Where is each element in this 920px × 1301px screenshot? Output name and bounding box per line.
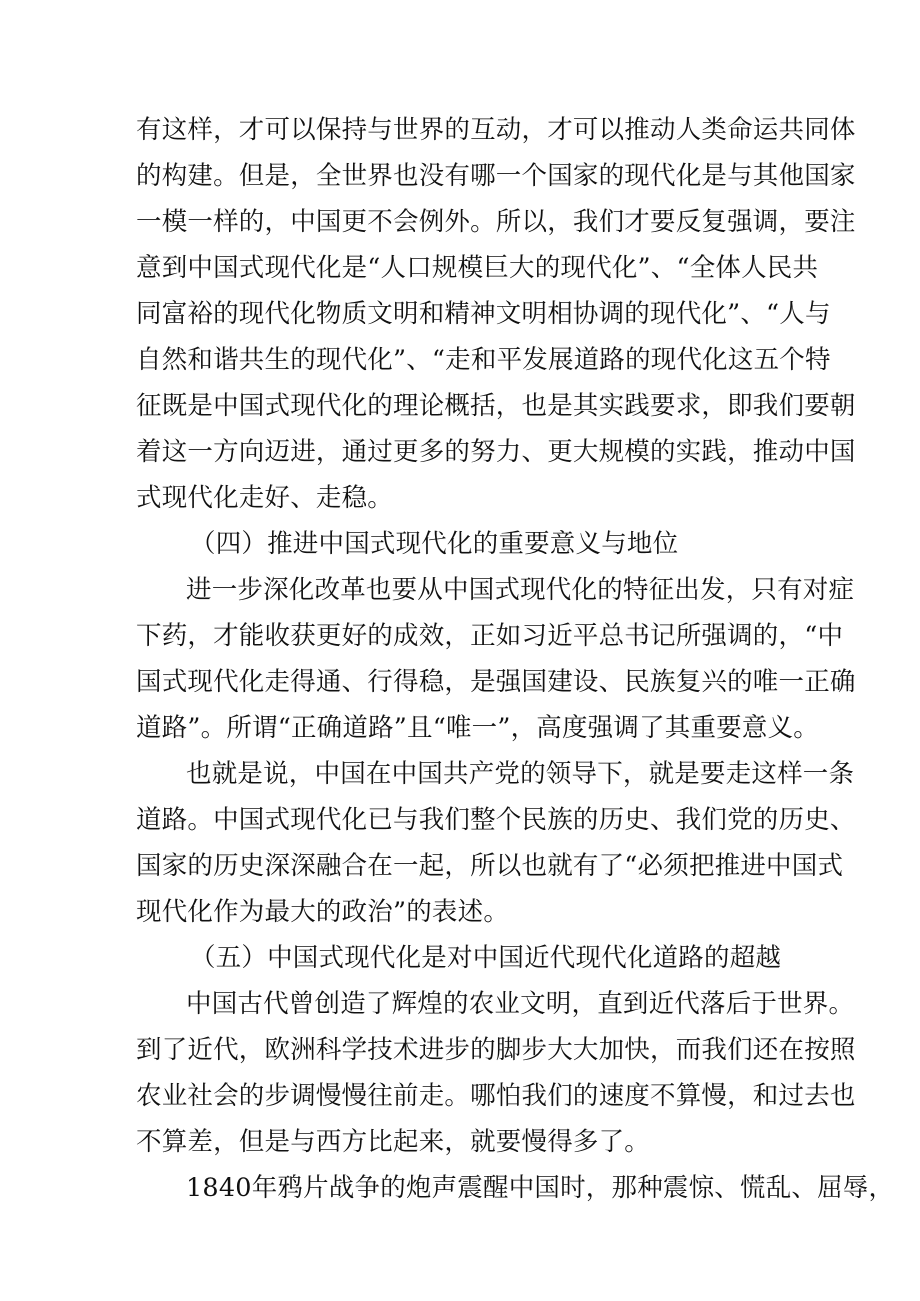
paragraph-line: 下药，才能收获更好的成效，正如习近平总书记所强调的，“中 [136,621,844,651]
paragraph-line: 的构建。但是，全世界也没有哪一个国家的现代化是与其他国家 [136,161,856,191]
section-heading: （四）推进中国式现代化的重要意义与地位 [190,529,679,559]
paragraph-line: 不算差，但是与西方比起来，就要慢得多了。 [136,1127,651,1157]
paragraph-line: 国式现代化走得通、行得稳，是强国建设、民族复兴的唯一正确 [136,667,856,697]
paragraph-line: 着这一方向迈进，通过更多的努力、更大规模的实践，推动中国 [136,437,856,467]
paragraph-line: 1840年鸦片战争的炮声震醒中国时，那种震惊、慌乱、屈辱， [186,1173,895,1203]
paragraph-line: 同富裕的现代化物质文明和精神文明相协调的现代化”、“人与 [136,299,831,329]
paragraph-line: 国家的历史深深融合在一起，所以也就有了“必须把推进中国式 [136,851,844,881]
paragraph-line: 农业社会的步调慢慢往前走。哪怕我们的速度不算慢，和过去也 [136,1081,856,1111]
paragraph-line: 现代化作为最大的政治”的表述。 [136,897,510,927]
paragraph-line: 征既是中国式现代化的理论概括，也是其实践要求，即我们要朝 [136,391,856,421]
paragraph-line: 也就是说，中国在中国共产党的领导下，就是要走这样一条 [186,759,855,789]
paragraph-line: 道路”。所谓“正确道路”且“唯一”，高度强调了其重要意义。 [136,713,819,743]
paragraph-line: 进一步深化改革也要从中国式现代化的特征出发，只有对症 [186,575,855,605]
paragraph-line: 中国古代曾创造了辉煌的农业文明，直到近代落后于世界。 [186,989,855,1019]
paragraph-line: 意到中国式现代化是“人口规模巨大的现代化”、“全体人民共 [136,253,819,283]
paragraph-line: 道路。中国式现代化已与我们整个民族的历史、我们党的历史、 [136,805,856,835]
paragraph-line: 到了近代，欧洲科学技术进步的脚步大大加快，而我们还在按照 [136,1035,856,1065]
section-heading: （五）中国式现代化是对中国近代现代化道路的超越 [190,943,782,973]
paragraph-line: 自然和谐共生的现代化”、“走和平发展道路的现代化这五个特 [136,345,831,375]
paragraph-line: 式现代化走好、走稳。 [136,483,394,513]
paragraph-line: 有这样，才可以保持与世界的互动，才可以推动人类命运共同体 [136,115,856,145]
paragraph-line: 一模一样的，中国更不会例外。所以，我们才要反复强调，要注 [136,207,856,237]
